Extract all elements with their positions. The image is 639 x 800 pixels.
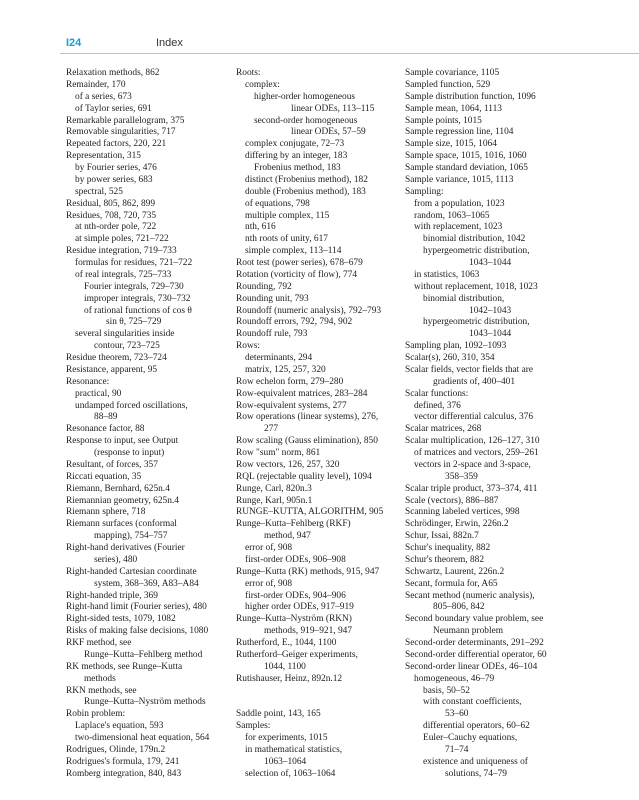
index-entry: in mathematical statistics, [245,744,343,755]
index-entry: from a population, 1023 [414,198,505,209]
index-entry: by Fourier series, 476 [75,163,157,173]
index-entry: 1043–1044 [469,329,512,340]
index-entry: 53–60 [445,709,469,720]
index-entry: Relaxation methods, 862 [66,68,160,78]
index-entry: Sample covariance, 1105 [405,68,500,78]
index-entry: Scalar multiplication, 126–127, 310 [405,436,540,447]
index-entry: Sample regression line, 1104 [405,127,514,138]
index-entry: double (Frobenius method), 183 [245,186,366,197]
index-entry: Schwartz, Laurent, 226n.2 [405,566,505,577]
index-entry: multiple complex, 115 [245,210,330,221]
index-entry: differential operators, 60–62 [423,721,530,732]
index-entry: Runge, Karl, 905n.1 [236,495,313,506]
index-entry [236,697,401,709]
index-columns [0,68,639,788]
index-entry: Runge–Kutta (RK) methods, 915, 947 [236,566,380,577]
index-entry: Scalar fields, vector fields that are [405,364,534,375]
index-entry: 1044, 1100 [264,661,306,672]
running-head: Index [156,37,183,49]
index-entry: method, 947 [264,531,311,542]
index-entry: Risks of making false decisions, 1080 [66,626,209,637]
index-entry: Frobenius method, 183 [254,163,341,173]
index-entry: system, 368–369, A83–A84 [94,578,199,589]
index-entry: without replacement, 1018, 1023 [414,281,538,292]
index-entry: defined, 376 [414,400,461,411]
index-entry: RK methods, see Runge–Kutta [66,661,183,672]
index-entry: 1063–1064 [264,756,307,767]
index-entry: of real integrals, 725–733 [75,269,172,280]
index-entry: Resonance: [66,376,110,387]
index-entry: Roundoff errors, 792, 794, 902 [236,317,353,328]
index-entry: Neumann problem [433,626,504,637]
index-entry: Remarkable parallelogram, 375 [66,115,185,126]
index-entry: Row operations (linear systems), 276, [236,412,379,423]
index-entry: of matrices and vectors, 259–261 [414,448,539,458]
index-entry: spectral, 525 [75,186,123,197]
index-entry: several singularities inside [75,329,175,340]
index-entry: two-dimensional heat equation, 564 [75,733,210,743]
page-header [0,0,639,60]
index-entry: Robin problem: [66,709,126,720]
index-entry: Euler–Cauchy equations, [423,733,518,743]
index-entry: Sample mean, 1064, 1113 [405,103,502,114]
index-entry: existence and uniqueness of [423,756,528,767]
index-entry: Row vectors, 126, 257, 320 [236,459,340,470]
index-entry: at simple poles, 721–722 [75,234,169,245]
index-entry: Roundoff (numeric analysis), 792–793 [236,305,382,316]
index-entry: Scanning labeled vertices, 998 [405,507,520,518]
index-entry: solutions, 74–79 [445,768,507,779]
index-entry: Roots: [236,68,261,78]
index-entry: Scalar matrices, 268 [405,424,482,435]
index-entry: Residues, 708, 720, 735 [66,210,157,221]
index-entry: first-order ODEs, 904–906 [245,590,346,601]
index-entry: Rodrigues, Olinde, 179n.2 [66,744,166,755]
index-entry: Resultant, of forces, 357 [66,459,158,470]
index-entry: RKN methods, see [66,685,137,696]
index-entry: 1042–1043 [469,305,512,316]
index-entry: higher order ODEs, 917–919 [245,602,354,613]
index-entry: Remainder, 170 [66,79,126,90]
index-entry: error of, 908 [245,578,293,589]
index-entry: hypergeometric distribution, [423,246,530,257]
index-entry: complex conjugate, 72–73 [245,139,345,150]
index-column-3 [405,68,580,781]
index-entry: vector differential calculus, 376 [414,412,534,423]
index-entry: series), 480 [94,554,138,565]
index-entry: Row "sum" norm, 861 [236,448,321,458]
index-entry: selection of, 1063–1064 [245,768,336,779]
index-entry: Schur's theorem, 882 [405,554,485,565]
index-entry: of rational functions of cos θ [84,305,192,316]
index-entry: Fourier integrals, 729–730 [84,281,184,292]
index-entry: Sample variance, 1015, 1113 [405,174,514,185]
index-entry: binomial distribution, [423,293,505,304]
index-entry: methods, 919–921, 947 [264,626,353,637]
index-entry: simple complex, 113–114 [245,246,342,257]
index-entry: Residual, 805, 862, 899 [66,198,156,209]
index-entry: Sampling: [405,186,444,197]
index-column-2 [236,68,401,781]
index-entry: Row echelon form, 279–280 [236,376,344,387]
index-entry: Rodrigues's formula, 179, 241 [66,756,180,767]
index-entry: Right-sided tests, 1079, 1082 [66,614,176,625]
index-entry: Second-order linear ODEs, 46–104 [405,661,538,672]
index-entry: Root test (power series), 678–679 [236,258,363,268]
index-column-1 [66,68,231,781]
index-entry: Scalar functions: [405,388,469,399]
index-entry: Rounding, 792 [236,281,292,292]
index-entry: hypergeometric distribution, [423,317,530,328]
index-entry: differing by an integer, 183 [245,151,348,162]
index-entry: Runge–Kutta–Fehlberg method [84,649,203,660]
index-entry: nth roots of unity, 617 [245,234,328,245]
index-entry: Rutherford–Geiger experiments, [236,649,358,660]
index-entry: 71–74 [445,744,469,755]
index-entry: Right-hand limit (Fourier series), 480 [66,602,207,613]
index-entry: RKF method, see [66,638,132,648]
index-entry: Row scaling (Gauss elimination), 850 [236,436,378,447]
index-entry: Sample standard deviation, 1065 [405,163,528,173]
index-entry: Sample size, 1015, 1064 [405,139,497,150]
index-entry: Roundoff rule, 793 [236,329,308,340]
index-entry: Second boundary value problem, see [405,614,544,625]
index-entry: Rotation (vorticity of flow), 774 [236,269,358,280]
index-entry: Sample space, 1015, 1016, 1060 [405,151,527,162]
index-entry: Rounding unit, 793 [236,293,309,304]
index-entry: of equations, 798 [245,198,310,209]
index-entry: Resonance factor, 88 [66,424,145,435]
index-entry: Resistance, apparent, 95 [66,364,158,375]
index-entry: determinants, 294 [245,353,313,363]
index-entry: Repeated factors, 220, 221 [66,139,167,150]
index-entry: Laplace's equation, 593 [75,721,164,732]
index-entry: Response to input, see Output [66,436,179,447]
index-entry: RUNGE–KUTTA, ALGORITHM, 905 [236,507,384,518]
index-entry: formulas for residues, 721–722 [75,258,193,268]
index-entry: contour, 723–725 [94,341,160,352]
index-entry: Right-hand derivatives (Fourier [66,543,185,553]
index-entry: Romberg integration, 840, 843 [66,768,182,779]
index-entry: methods [84,673,116,684]
index-entry: higher-order homogeneous [254,91,356,102]
index-entry: 1043–1044 [469,258,512,268]
index-entry: sin θ, 725–729 [106,317,162,328]
index-entry: in statistics, 1063 [414,269,480,280]
index-entry: with constant coefficients, [423,697,522,708]
index-entry: Second-order differential operator, 60 [405,649,547,660]
index-entry: nth, 616 [245,222,276,233]
index-entry: Residue theorem, 723–724 [66,353,167,363]
index-entry: for experiments, 1015 [245,733,328,743]
index-entry: Runge–Kutta–Nyström (RKN) [236,614,352,625]
index-entry: Scalar triple product, 373–374, 411 [405,483,538,494]
index-entry: Riemann sphere, 718 [66,507,146,518]
index-entry: Riemann, Bernhard, 625n.4 [66,483,170,494]
index-entry: Samples: [236,721,271,732]
index-entry: at nth-order pole, 722 [75,222,157,233]
index-entry: Schur, Issai, 882n.7 [405,531,479,542]
index-entry: Removable singularities, 717 [66,127,176,138]
page-number: I24 [66,37,82,49]
index-entry: 277 [264,424,279,435]
index-entry: Runge, Carl, 820n.3 [236,483,312,494]
index-entry: of a series, 673 [75,91,132,102]
index-entry: Rutherford, E., 1044, 1100 [236,638,337,648]
index-entry: Residue integration, 719–733 [66,246,177,257]
index-entry: binomial distribution, 1042 [423,234,526,245]
index-entry: Runge–Kutta–Nyström methods [84,697,206,708]
index-entry: Riemann surfaces (conformal [66,519,177,530]
index-entry: Riccati equation, 35 [66,471,142,482]
index-entry: first-order ODEs, 906–908 [245,554,346,565]
index-entry: practical, 90 [75,388,122,399]
index-entry [236,686,401,698]
index-entry: linear ODEs, 57–59 [291,127,366,138]
index-entry: Rutishauser, Heinz, 892n.12 [236,673,343,684]
index-entry: Sampled function, 529 [405,79,491,90]
index-entry: basis, 50–52 [423,685,470,696]
index-entry: improper integrals, 730–732 [84,293,191,304]
index-entry: of Taylor series, 691 [75,103,152,114]
index-entry: Sample distribution function, 1096 [405,91,536,102]
index-entry: Sample points, 1015 [405,115,482,126]
index-entry: 88–89 [94,412,118,423]
index-entry: gradients of, 400–401 [433,376,516,387]
index-entry: Saddle point, 143, 165 [236,709,321,720]
index-entry: Right-handed Cartesian coordinate [66,566,197,577]
index-entry: Second-order determinants, 291–292 [405,638,544,648]
index-entry: 358–359 [445,471,478,482]
index-entry: Representation, 315 [66,151,141,162]
index-entry: (response to input) [94,448,165,458]
index-entry: Secant method (numeric analysis), [405,590,535,601]
index-entry: distinct (Frobenius method), 182 [245,174,368,185]
index-entry: complex: [245,79,280,90]
index-entry: Rows: [236,341,260,352]
index-entry: with replacement, 1023 [414,222,503,233]
index-entry: Schur's inequality, 882 [405,543,491,553]
index-entry: Scalar(s), 260, 310, 354 [405,353,495,363]
index-entry: Row-equivalent matrices, 283–284 [236,388,368,399]
index-entry: Schrödinger, Erwin, 226n.2 [405,519,509,530]
index-entry: Row-equivalent systems, 277 [236,400,347,411]
index-entry: Riemannian geometry, 625n.4 [66,495,179,506]
index-entry: Sampling plan, 1092–1093 [405,341,507,352]
index-entry: RQL (rejectable quality level), 1094 [236,471,372,482]
index-entry: Scale (vectors), 886–887 [405,495,499,506]
index-entry: second-order homogeneous [254,115,358,126]
index-entry: matrix, 125, 257, 320 [245,364,326,375]
header-rule [60,53,639,54]
index-entry: linear ODEs, 113–115 [291,103,375,114]
index-entry: random, 1063–1065 [414,210,490,221]
index-entry: vectors in 2-space and 3-space, [414,459,531,470]
index-entry: Right-handed triple, 369 [66,590,158,601]
index-entry: homogeneous, 46–79 [414,673,495,684]
index-entry: by power series, 683 [75,174,153,185]
index-entry: mapping), 754–757 [94,531,168,542]
index-entry: 805–806, 842 [433,602,485,613]
index-entry: undamped forced oscillations, [75,400,188,411]
index-entry: Runge–Kutta–Fehlberg (RKF) [236,519,351,530]
index-entry: error of, 908 [245,543,293,553]
index-entry: Secant, formula for, A65 [405,578,498,589]
